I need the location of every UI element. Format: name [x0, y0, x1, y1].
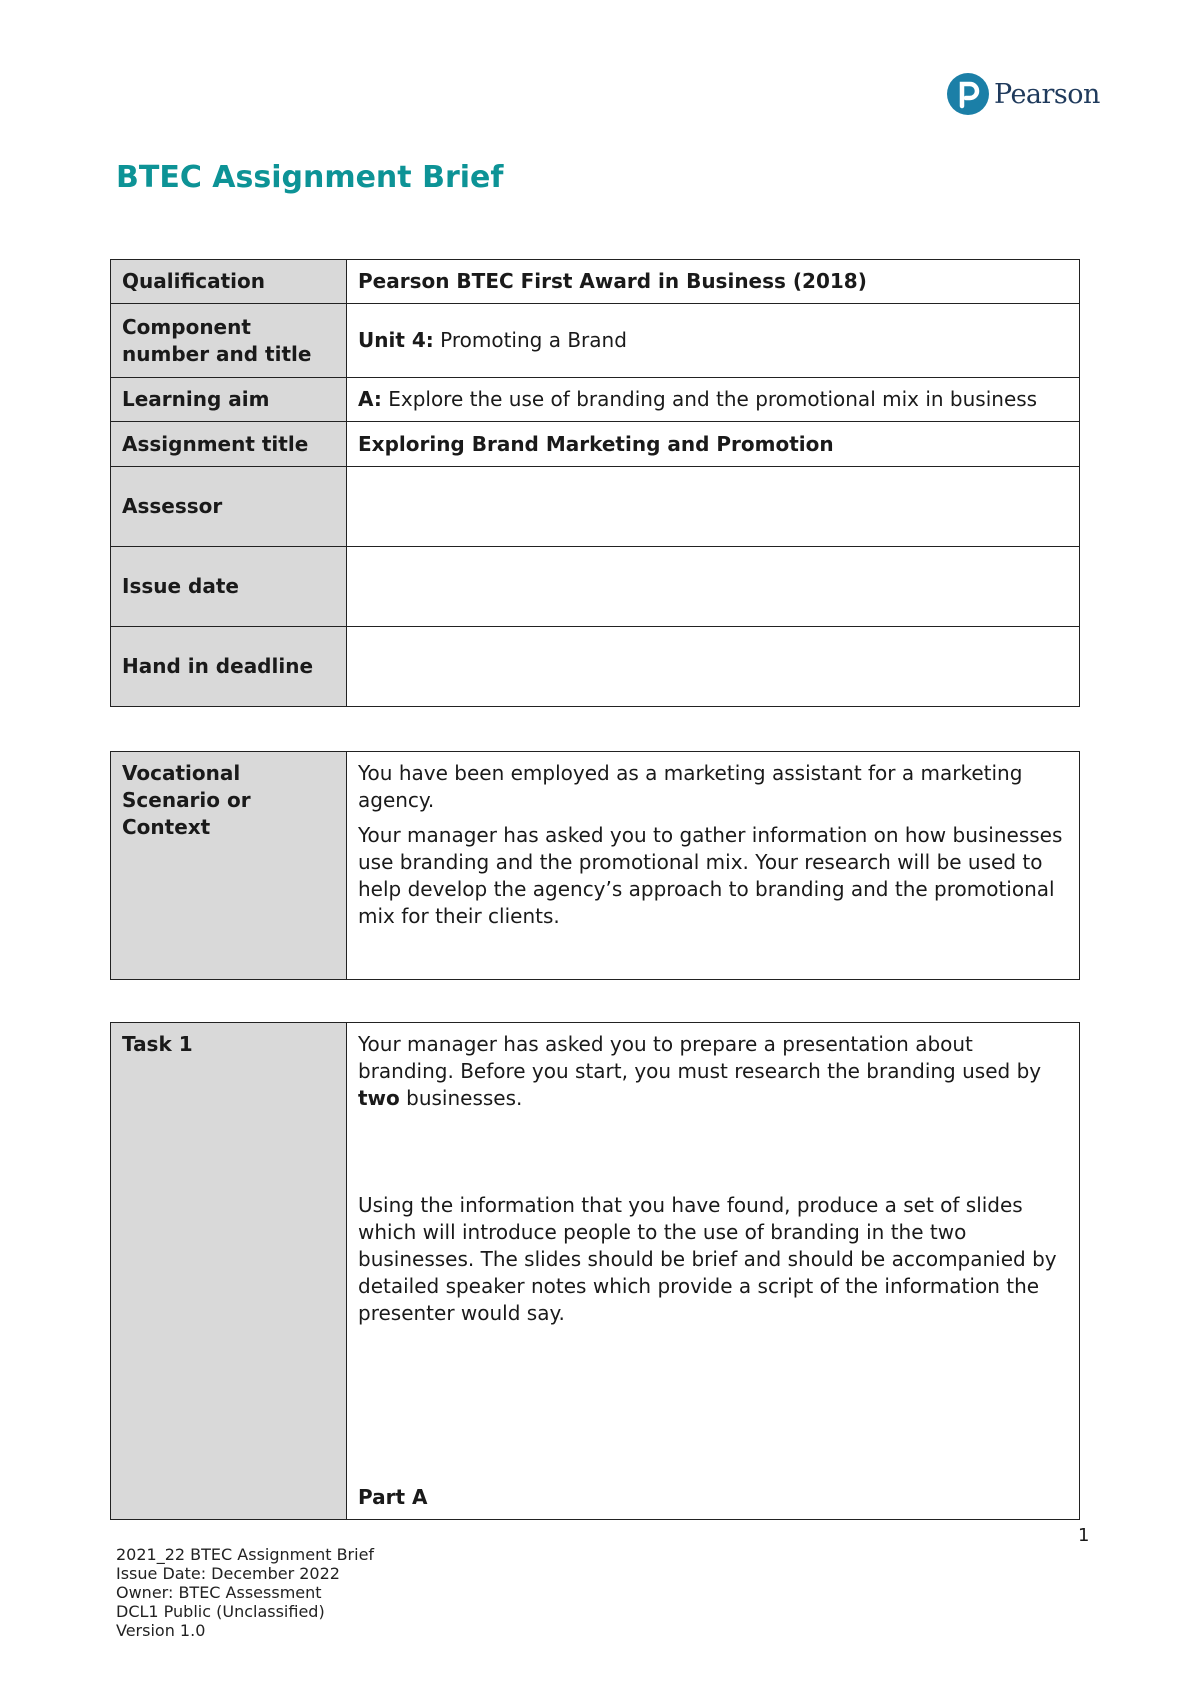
task-1-table — [110, 1022, 1080, 1520]
row-assignment-title — [111, 422, 1080, 467]
assessor-label: Assessor — [111, 467, 347, 547]
footer-line: DCL1 Public (Unclassified) — [116, 1602, 325, 1621]
assignment-info-table — [110, 259, 1080, 707]
scenario-paragraph: You have been employed as a marketing assistant for a marketing agency. — [358, 761, 1023, 812]
task-1-intro-bold: two — [358, 1086, 400, 1110]
component-value-prefix: Unit 4: — [358, 328, 434, 352]
row-task-1 — [111, 1023, 1080, 1520]
learning-aim-label: Learning aim — [111, 378, 347, 422]
task-1-part-a-heading: Part A — [358, 1485, 428, 1509]
assignment-title-value: Exploring Brand Marketing and Promotion — [347, 422, 1080, 467]
pearson-logo — [947, 72, 1100, 116]
qualification-value: Pearson BTEC First Award in Business (2018) — [347, 260, 1080, 304]
row-assessor — [111, 467, 1080, 547]
row-scenario — [111, 752, 1080, 980]
learning-aim-text: Explore the use of branding and the promotional mix in business — [381, 387, 1038, 411]
component-value — [347, 304, 1080, 378]
page-number: 1 — [1078, 1525, 1090, 1546]
task-1-content — [347, 1023, 1080, 1520]
pearson-wordmark: Pearson — [994, 78, 1100, 110]
task-1-intro — [358, 1031, 1068, 1112]
task-1-intro-before: Your manager has asked you to prepare a presentation about branding. Before you start, you must research the branding used by — [358, 1032, 1042, 1083]
row-learning-aim — [111, 378, 1080, 422]
row-component — [111, 304, 1080, 378]
issue-date-value[interactable] — [347, 547, 1080, 627]
assignment-title-label: Assignment title — [111, 422, 347, 467]
footer-line: 2021_22 BTEC Assignment Brief — [116, 1545, 375, 1564]
scenario-content — [347, 752, 1080, 980]
row-issue-date — [111, 547, 1080, 627]
task-1-label: Task 1 — [111, 1023, 347, 1520]
qualification-label: Qualification — [111, 260, 347, 304]
page-title: BTEC Assignment Brief — [116, 160, 504, 195]
document-footer — [116, 1545, 374, 1640]
issue-date-label: Issue date — [111, 547, 347, 627]
scenario-table — [110, 751, 1080, 980]
scenario-paragraph: Your manager has asked you to gather information on how businesses use branding and the promotional mix. Your research will be used to help develop the agency’s approach to branding and the promotional mix for their clients. — [358, 823, 1063, 928]
footer-line: Issue Date: December 2022 — [116, 1564, 340, 1583]
learning-aim-value — [347, 378, 1080, 422]
row-qualification — [111, 260, 1080, 304]
scenario-label: Vocational Scenario or Context — [111, 752, 347, 980]
footer-line: Owner: BTEC Assessment — [116, 1583, 322, 1602]
hand-in-deadline-label: Hand in deadline — [111, 627, 347, 707]
pearson-p-icon — [947, 73, 989, 115]
footer-line: Version 1.0 — [116, 1621, 206, 1640]
task-1-intro-after: businesses. — [399, 1086, 523, 1110]
component-label: Component number and title — [111, 304, 347, 378]
row-hand-in-deadline — [111, 627, 1080, 707]
learning-aim-prefix: A: — [358, 387, 382, 411]
hand-in-deadline-value[interactable] — [347, 627, 1080, 707]
task-1-paragraph-2: Using the information that you have found, produce a set of slides which will introduce people to the use of branding in the two businesses. The slides should be brief and should be accompanied by detailed speaker notes which provide a script of the information the presenter would say. — [358, 1193, 1057, 1325]
component-value-text: Promoting a Brand — [433, 328, 627, 352]
assessor-value[interactable] — [347, 467, 1080, 547]
